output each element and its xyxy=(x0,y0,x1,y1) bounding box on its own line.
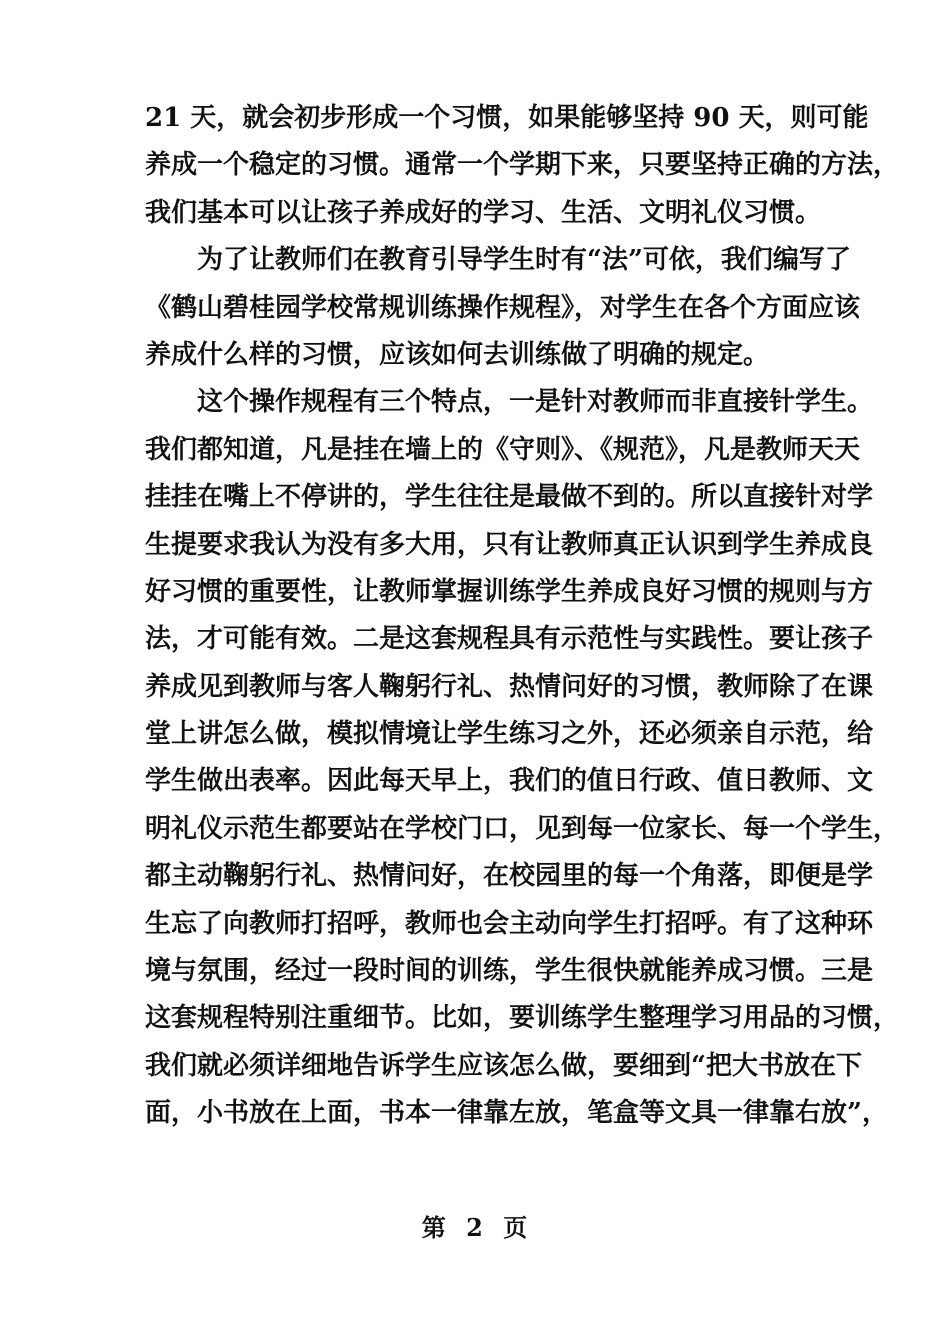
text-line: 学生做出表率。因此每天早上，我们的值日行政、值日教师、文 xyxy=(145,766,874,797)
text-line: 生忘了向教师打招呼，教师也会主动向学生打招呼。有了这种环 xyxy=(145,908,874,939)
text-line: 都主动鞠躬行礼、热情问好，在校园里的每一个角落，即便是学 xyxy=(145,861,874,892)
text-line: 养成一个稳定的习惯。通常一个学期下来，只要坚持正确的方法， xyxy=(145,150,900,181)
text-line: 境与氛围，经过一段时间的训练，学生很快就能养成习惯。三是 xyxy=(145,956,874,987)
text-line: 面，小书放在上面，书本一律靠左放，笔盒等文具一律靠右放”， xyxy=(145,1098,888,1129)
text-line: 养成什么样的习惯，应该如何去训练做了明确的规定。 xyxy=(145,339,770,370)
text-line: 《鹤山碧桂园学校常规训练操作规程》，对学生在各个方面应该 xyxy=(145,292,861,323)
text-line: 生提要求我认为没有多大用，只有让教师真正认识到学生养成良 xyxy=(145,529,874,560)
text-line: 明礼仪示范生都要站在学校门口，见到每一位家长、每一个学生， xyxy=(145,813,900,844)
text-line: 21 天，就会初步形成一个习惯，如果能够坚持 90 天，则可能 xyxy=(145,103,869,133)
text-line: 法，才可能有效。二是这套规程具有示范性与实践性。要让孩子 xyxy=(145,624,874,655)
paragraph-first-line: 为了让教师们在教育引导学生时有“法”可依，我们编写了 xyxy=(197,245,851,276)
body-text xyxy=(145,95,900,1138)
text-line: 挂挂在嘴上不停讲的，学生往往是最做不到的。所以直接针对学 xyxy=(145,482,874,513)
text-line: 我们都知道，凡是挂在墙上的《守则》、《规范》，凡是教师天天 xyxy=(145,434,861,465)
text-line: 我们基本可以让孩子养成好的学习、生活、文明礼仪习惯。 xyxy=(145,197,822,228)
text-line: 养成见到教师与客人鞠躬行礼、热情问好的习惯，教师除了在课 xyxy=(145,671,874,702)
text-line: 这套规程特别注重细节。比如，要训练学生整理学习用品的习惯， xyxy=(145,1003,900,1034)
page-number: 第 2 页 xyxy=(421,1213,529,1242)
text-line: 我们就必须详细地告诉学生应该怎么做，要细到“把大书放在下 xyxy=(145,1050,862,1081)
text-line: 堂上讲怎么做，模拟情境让学生练习之外，还必须亲自示范，给 xyxy=(145,719,874,750)
text-line: 好习惯的重要性，让教师掌握训练学生养成良好习惯的规则与方 xyxy=(145,576,874,607)
paragraph-first-line: 这个操作规程有三个特点，一是针对教师而非直接针学生。 xyxy=(197,387,874,418)
